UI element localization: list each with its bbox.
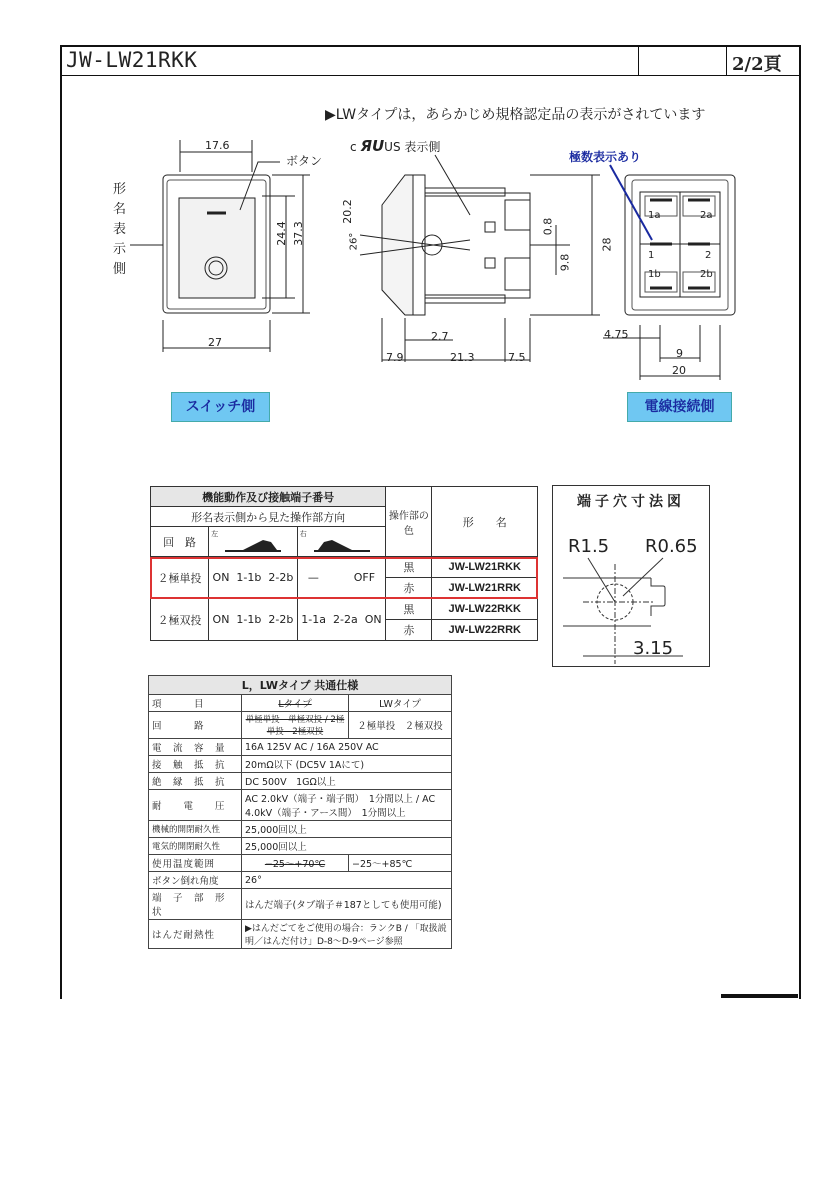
model-number: JW-LW21RKK [66, 48, 198, 72]
terminal-label: 2 [705, 250, 712, 261]
spec-title: L，LWタイプ 共通仕様 [149, 676, 452, 695]
spec-value: DC 500V 1GΩ以上 [242, 773, 452, 790]
table-title: 機能動作及び接触端子番号 [151, 487, 386, 507]
dim-label: 20.2 [340, 199, 354, 224]
dim-label: 9.8 [558, 253, 572, 272]
spec-value: 25,000回以上 [242, 838, 452, 855]
polarity-label: 極数表示あり [569, 150, 642, 164]
terminal-label: 1 [648, 250, 655, 261]
dim-label: 7.9 [386, 351, 404, 364]
col-right [297, 527, 386, 557]
spec-item: 耐 電 圧 [149, 790, 242, 821]
spec-value: はんだ端子(タブ端子＃187としても使用可能) [242, 889, 452, 920]
dim-label: 28 [600, 237, 614, 252]
ul-prefix: c [350, 140, 357, 154]
terminal-label: 1b [648, 269, 661, 280]
spec-value: 20mΩ以下 (DC5V 1Aにて) [242, 756, 452, 773]
spec-item: 回 路 [149, 712, 242, 739]
spec-l: 単極単投 単極双投 / 2極単投 2極双投 [242, 712, 349, 739]
spec-item: 端 子 部 形 状 [149, 889, 242, 920]
spec-value: AC 2.0kV（端子・端子間） 1分間以上 / AC 4.0kV（端子・アース間） 1分間以上 [242, 790, 452, 821]
side-label: 形名表示側 [113, 182, 127, 277]
hole-w: 3.15 [633, 638, 674, 659]
cell-circuit: ２極双投 [151, 599, 209, 641]
dim-label: 20 [672, 364, 686, 377]
hole-r1: R1.5 [568, 536, 610, 557]
ul-suffix: US 表示側 [384, 140, 441, 154]
col-right-label: 右 [299, 530, 307, 538]
table-subtitle: 形名表示側から見た操作部方向 [151, 507, 386, 527]
dim-label: 9 [676, 347, 683, 360]
spec-item: 電気的開閉耐久性 [149, 838, 242, 855]
dim-label: 27 [208, 336, 222, 349]
col-color: 操作部の色 [386, 487, 432, 557]
spec-value: 25,000回以上 [242, 821, 452, 838]
spec-item: 機械的開閉耐久性 [149, 821, 242, 838]
page-number: 2/2頁 [732, 54, 782, 75]
hole-shape [553, 486, 709, 666]
spec-item: はんだ耐熱性 [149, 920, 242, 949]
dim-label: 37.3 [291, 221, 305, 246]
cell-color: 黒 [386, 557, 432, 578]
cell-name: JW-LW21RKK [432, 557, 538, 578]
cell-right: — OFF [297, 557, 386, 599]
terminal-label: 1a [648, 210, 661, 221]
cell-color: 赤 [386, 578, 432, 599]
bottom-bar [721, 994, 798, 998]
dim-label: 0.8 [541, 217, 555, 236]
switch-right-icon [300, 528, 380, 556]
col-left [209, 527, 298, 557]
cell-name: JW-LW22RKK [432, 599, 538, 620]
dim-label: 4.75 [604, 328, 629, 341]
cell-name: JW-LW21RRK [432, 578, 538, 599]
col-name: 形 名 [432, 487, 538, 557]
hole-diagram [552, 485, 710, 667]
spec-l: −25～+70℃ [242, 855, 349, 872]
spec-item: 絶 縁 抵 抗 [149, 773, 242, 790]
col-left-label: 左 [211, 530, 219, 538]
spec-value: 16A 125V AC / 16A 250V AC [242, 739, 452, 756]
spec-item: 接 触 抵 抗 [149, 756, 242, 773]
cell-circuit: ２極単投 [151, 557, 209, 599]
dim-label: 21.3 [450, 351, 475, 364]
switch-left-icon [211, 528, 291, 556]
spec-lw: −25～+85℃ [349, 855, 452, 872]
lw-note: ▶LWタイプは，あらかじめ規格認定品の表示がされています [325, 107, 706, 123]
ul-logo-icon: ЯU [360, 137, 385, 155]
button-label: ボタン [286, 154, 323, 168]
spec-value: 26° [242, 872, 452, 889]
spec-col-lw: LWタイプ [349, 695, 452, 712]
hole-title: 端子穴寸法図 [577, 494, 685, 510]
dim-label: 26° [348, 232, 360, 251]
cell-right: 1-1a 2-2a ON [297, 599, 386, 641]
cell-color: 赤 [386, 620, 432, 641]
dim-label: 2.7 [431, 330, 449, 343]
col-circuit: 回 路 [151, 527, 209, 557]
terminal-label: 2b [700, 269, 713, 280]
ul-mark [350, 137, 440, 155]
cell-left: ON 1-1b 2-2b [209, 599, 298, 641]
spec-value: ▶はんだごてをご使用の場合：ランクB / 「取扱説明／はんだ付け」D-8～D-9ページ参照 [242, 920, 452, 949]
spec-lw: ２極単投 ２極双投 [349, 712, 452, 739]
spec-col-item: 項 目 [149, 695, 242, 712]
spec-item: 電 流 容 量 [149, 739, 242, 756]
terminal-label: 2a [700, 210, 713, 221]
switch-side-tag: スイッチ側 [171, 392, 270, 422]
spec-item: 使用温度範囲 [149, 855, 242, 872]
highlight-box [150, 557, 538, 599]
spec-item: ボタン倒れ角度 [149, 872, 242, 889]
spec-col-l: Lタイプ [242, 695, 349, 712]
dim-label: 24.4 [274, 221, 288, 246]
cell-name: JW-LW22RRK [432, 620, 538, 641]
cell-left: ON 1-1b 2-2b [209, 557, 298, 599]
cell-color: 黒 [386, 599, 432, 620]
spec-table [148, 675, 452, 949]
wire-side-tag: 電線接続側 [627, 392, 732, 422]
front-view [130, 140, 310, 352]
dim-label: 17.6 [205, 139, 230, 152]
hole-r2: R0.65 [645, 536, 698, 557]
dim-label: 7.5 [508, 351, 526, 364]
rear-view [600, 165, 735, 380]
